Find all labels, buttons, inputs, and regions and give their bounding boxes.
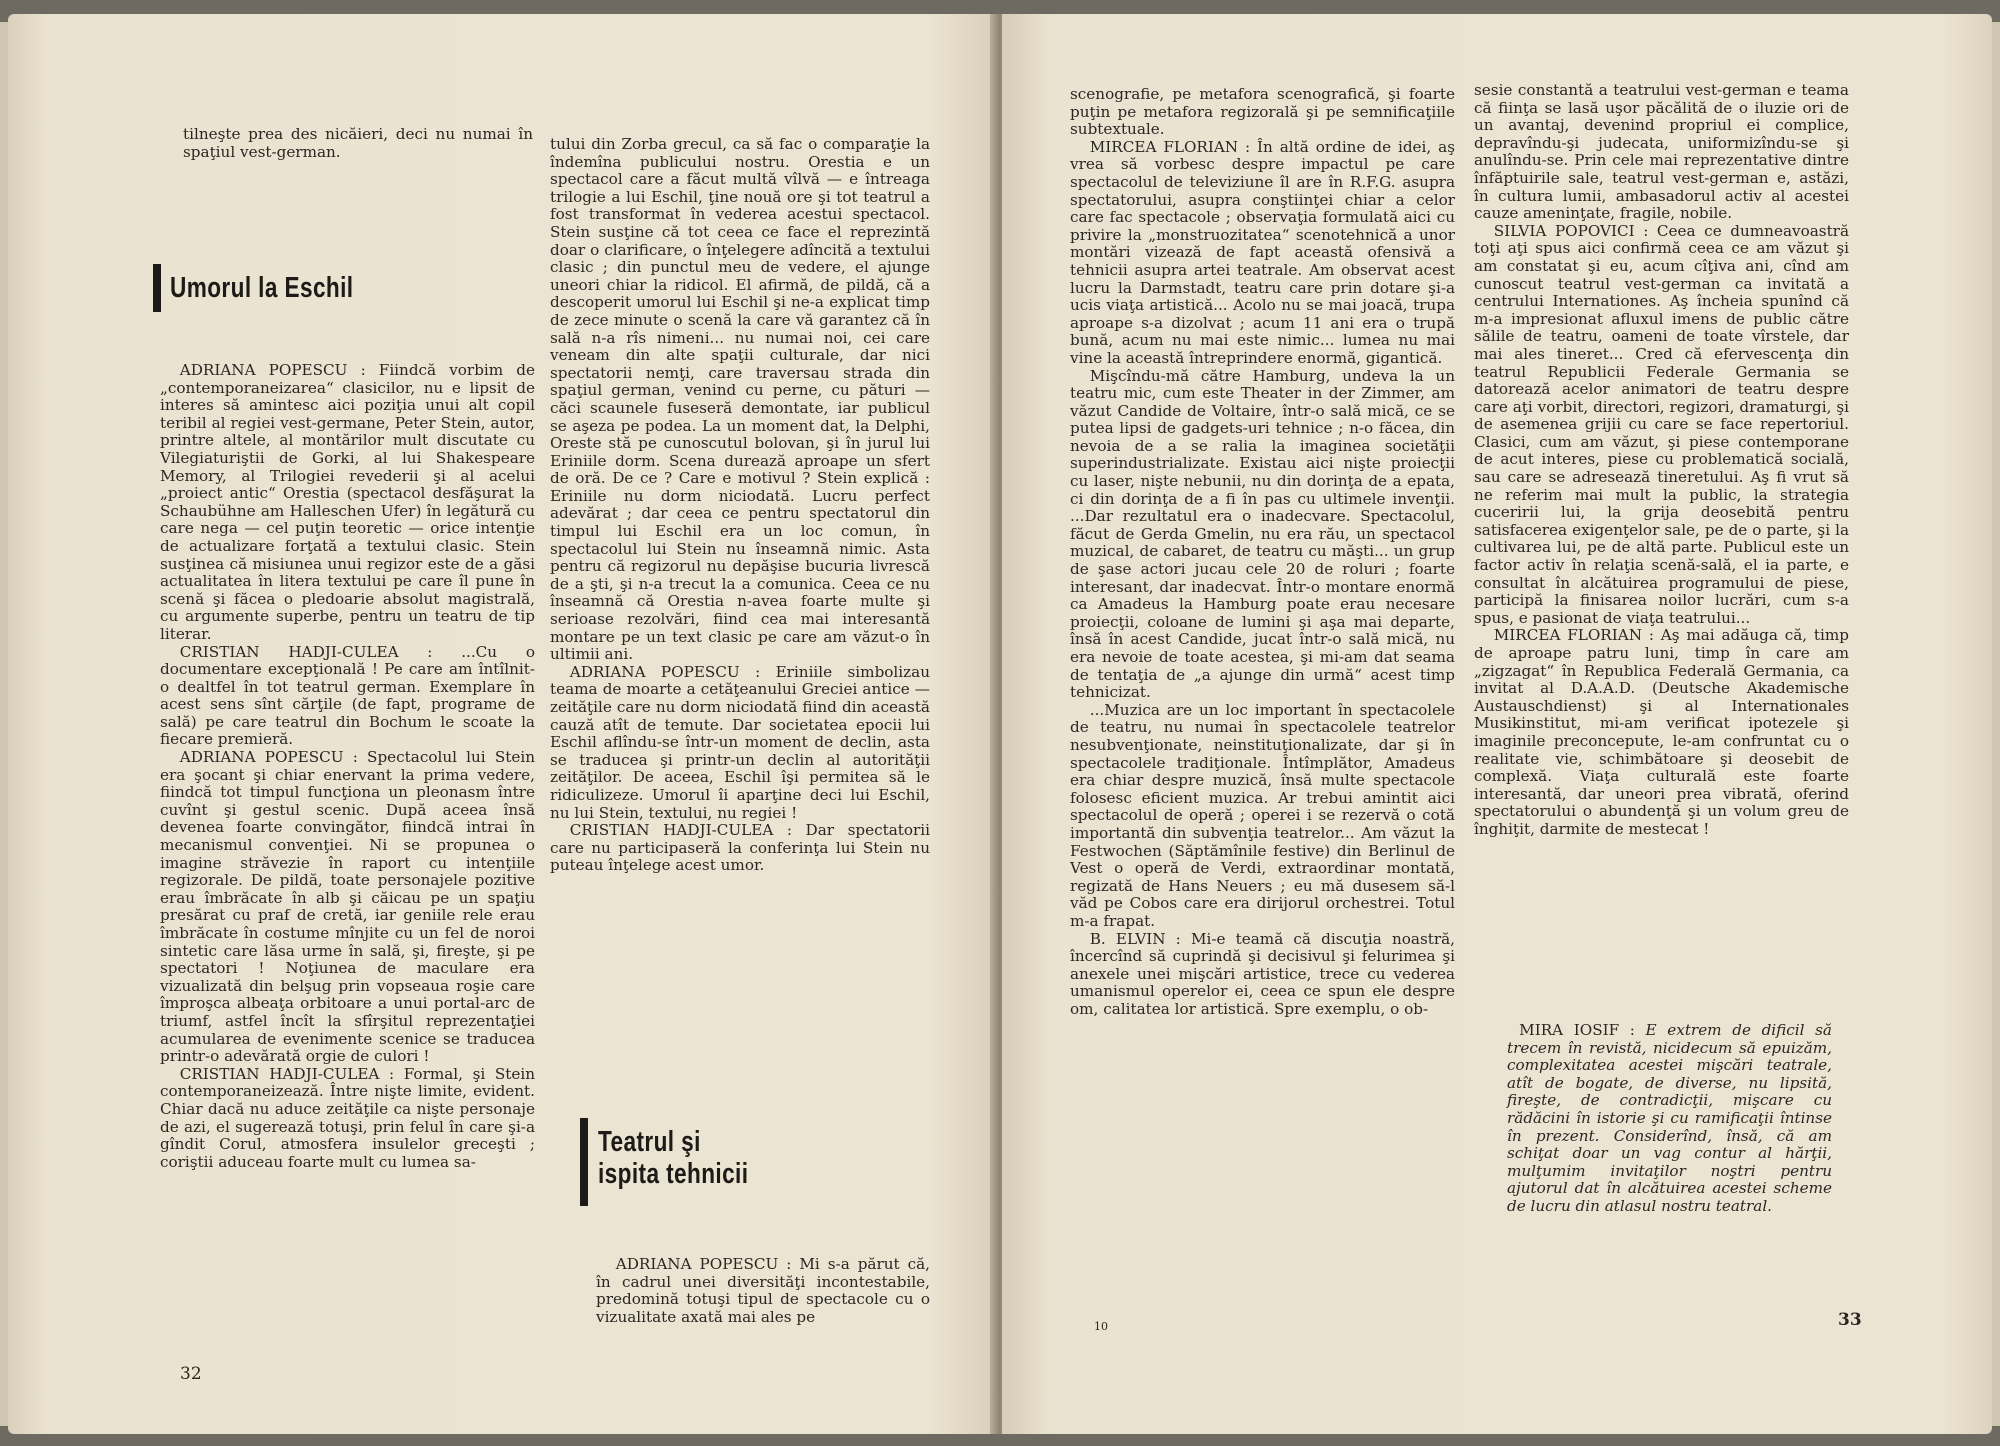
left-column-1-body [160,362,535,1171]
paragraph: CRISTIAN HADJI-CULEA : Dar spectatorii care nu participaseră la conferinţa lui Stein nu puteau înţelege acest umor. [550,821,930,875]
heading-bar [153,264,161,312]
right-column-1 [1070,86,1455,1018]
right-column-2 [1474,82,1849,839]
heading-bar [580,1118,588,1206]
left-column-2-bottom [596,1256,930,1326]
heading-line: ispita tehnicii [598,1158,749,1190]
closing-remarks [1507,1022,1832,1216]
paragraph: MIRCEA FLORIAN : În altă ordine de idei, aş vrea să vorbesc despre impactul pe care spectacolul de televiziune îl are în R.F.G. asupra spectatorului, asupra conştiinţei chiar a celor care fac spectacole ; observaţia formulată aici cu privire la „monstruozitatea“ scenotehnică a unor montări vizează de fapt această ofensivă a tehnicii asupra artei teatrale. Am observat acest lucru la Darmstadt, teatru care prin dotare şi-a ucis viaţa artistică... Acolo nu se mai joacă, trupa aproape s-a dizolvat ; acum 11 ani era o trupă bună, acum nu mai este nimic... lumea nu mai vine la această întreprindere enormă, gigantică. [1070,137,1455,367]
column1-top-text: tilneşte prea des nicăieri, deci nu numai în spaţiul vest-german. [183,125,533,161]
left-column-1 [183,126,533,161]
paragraph: ADRIANA POPESCU : Eriniile simbolizau teama de moarte a cetăţeanului Greciei antice — zeităţile care nu dorm niciodată fiind din această cauză atît de temute. Dar societatea epocii lui Eschil aflîndu-se într-un moment de declin, asta se traducea şi printr-un declin al autorităţii zeităţilor. De aceea, Eschil îşi permitea să le ridiculizeze. Umorul îi aparţine deci lui Eschil, nu lui Stein, textului, nu regiei ! [550,662,930,822]
paragraph: CRISTIAN HADJI-CULEA : ...Cu o documentare excepţională ! Pe care am întîlnit-o dealtfel în tot teatrul german. Exemplare în acest sens sînt cărţile (de fapt, programe de sală) pe care teatrul din Bochum le scoate la fiecare premieră. [160,642,535,749]
paragraph: SILVIA POPOVICI : Ceea ce dumneavoastră toţi aţi spus aici confirmă ceea ce am văzut şi am constatat şi eu, acum cîţiva ani, cînd am cunoscut teatrul vest-german ca invitată a centrului Internationes. Aş încheia spunînd că m-a impresionat afluxul imens de public către sălile de teatru, oameni de toate vîrstele, dar mai ales tineret... Cred că efervescenţa din teatrul Republicii Federale Germania se datorează acelor animatori de teatru despre care aţi vorbit, directori, regizori, dramaturgi, şi de asemenea grijii cu care se face repertoriul. Clasici, cum am văzut, şi piese contemporane de acut interes, piese cu problematică socială, sau care se adresează tineretului. Aş fi vrut să ne referim mai mult la public, la strategia cuceririi lui, la grija deosebită pentru satisfacerea exigenţelor sale, pe de o parte, şi la cultivarea lui, pe de altă parte. Publicul este un factor activ în relaţia scenă-sală, el ia parte, e consultat în alcătuirea programului de piese, participă la finisarea noilor lucrări, cum s-a spus, e pasionat de viaţa teatrului... [1474,221,1849,627]
paragraph: ADRIANA POPESCU : Fiindcă vorbim de „contemporaneizarea“ clasicilor, nu e lipsit de interes să amintesc aici poziţia unui alt copil teribil al regiei vest-germane, Peter Stein, autor, printre altele, al montărilor mult discutate cu Vilegiaturiştii de Gorki, al lui Shakespeare Memory, al Trilogiei revederii şi al acelui „proiect antic“ Orestia (spectacol desfăşurat la Schaubühne am Halleschen Ufer) în legătură cu care nega — cel puţin teoretic — orice intenţie de actualizare forţată a textului clasic. Stein susţinea că misiunea unui regizor este de a găsi actualitatea în litera textului pe care îl pune în scenă şi făcea o pledoarie absolut magistrală, cu argumente superbe, pentru un teatru de tip literar. [160,361,535,643]
closing-speaker: MIRA IOSIF : [1519,1021,1635,1039]
section-heading-umorul: Umorul la Eschil [170,272,354,304]
paragraph: CRISTIAN HADJI-CULEA : Formal, şi Stein contemporaneizează. Între nişte limite, evident. Chiar dacă nu aduce zeităţile ca nişte personaje de azi, el sugerează totuşi, prin felul în care şi-a gîndit Corul, atmosfera insulelor greceşti ; coriştii aduceau foarte mult cu lumea sa- [160,1064,535,1171]
paragraph: B. ELVIN : Mi-e teamă că discuţia noastră, încercînd să cuprindă şi decisivul şi felurimea şi anexele unei mişcări artistice, trece cu vederea umanismul operelor ei, ceea ce spun ele despre om, calitatea lor artistică. Spre exemplu, o ob- [1070,929,1455,1018]
left-page [8,14,998,1434]
left-column-2 [550,136,930,875]
section-heading-teatrul [598,1126,748,1190]
right-page [1002,14,1992,1434]
folio-number: 10 [1094,1320,1108,1333]
paragraph: tului din Zorba grecul, ca să fac o comparaţie la îndemîna publicului nostru. Orestia e un spectacol care a făcut multă vîlvă — e întreaga trilogie a lui Eschil, ţine nouă ore şi tot teatrul a fost transformat în vederea acestui spectacol. Stein susţine că tot ceea ce face el reprezintă doar o clarificare, o înţelegere adîncită a textului clasic ; din punctul meu de vedere, el ajunge uneori chiar la ridicol. El afirmă, de pildă, că a descoperit umorul lui Eschil şi ne-a explicat timp de zece minute o scenă la care vă garantez că în sală n-a rîs nimeni... nu numai noi, cei care veneam din alte spaţii culturale, dar nici spectatorii nemţi, care traversau strada din spaţiul german, venind cu perne, cu pături — căci scaunele fuseseră demontate, iar publicul se aşeza pe podea. La un moment dat, la Delphi, Oreste stă pe cunoscutul bolovan, şi în jurul lui Eriniile dorm. Scena durează aproape un sfert de oră. De ce ? Care e motivul ? Stein explică : Eriniile nu dorm niciodată. Lucru perfect adevărat ; dar ceea ce pentru spectatorul din timpul lui Eschil era un loc comun, în spectacolul lui Stein nu înseamnă nimic. Asta pentru că regizorul nu depăşise bucuria livrescă de a şti, şi n-a trecut la a comunica. Ceea ce nu înseamnă că Orestia n-avea foarte multe şi serioase rezolvări, fiind cea mai interesantă montare pe un text clasic pe care am văzut-o în ultimii ani. [550,135,930,664]
paragraph: ADRIANA POPESCU : Mi s-a părut că, în cadrul unei diversităţi incontestabile, predomină totuşi tipul de spectacole cu o vizualitate axată mai ales pe [596,1255,930,1326]
paragraph: Mişcîndu-mă către Hamburg, undeva la un teatru mic, cum este Theater in der Zimmer, am văzut Candide de Voltaire, într-o sală mică, ce se putea lipsi de gadgets-uri tehnice ; n-o făcea, din nevoia de a se ralia la imaginea societăţii superindustrializate. Existau aici nişte proiecţii cu laser, nişte nebunii, nu din dorinţa de a epata, ci din dorinţa de a fi în pas cu ultimele invenţii. ...Dar rezultatul era o inadecvare. Spectacolul, făcut de Gerda Gmelin, nu era rău, un spectacol muzical, de cabaret, de teatru cu măşti... un grup de şase actori jucau cele 20 de roluri ; foarte interesant, dar inadecvat. Într-o montare enormă ca Amadeus la Hamburg poate erau necesare proiecţii, coloane de lumini şi aşa mai departe, însă în acest Candide, jucat într-o sală mică, nu era nevoie de toate acestea, şi mi-am dat seama de tentaţia de „a ajunge din urmă“ acest timp tehnicizat. [1070,366,1455,702]
paragraph: ADRIANA POPESCU : Spectacolul lui Stein era şocant şi chiar enervant la prima vedere, fiindcă tot timpul funcţiona un pleonasm între cuvînt şi gestul scenic. După aceea însă devenea foarte convingător, fiindcă intrai în mecanismul convenţiei. Ni se propunea o imagine străvezie în raport cu intenţiile regizorale. De pildă, toate personajele pozitive erau îmbrăcate în alb şi căicau pe un spaţiu presărat cu praf de cretă, iar geniile rele erau îmbrăcate în costume mînjite cu un fel de noroi sintetic care lăsa urme în sală, şi, fireşte, şi pe spectatori ! Noţiunea de maculare era vizualizată din belşug prin vopseaua roşie care împroşca albeaţa orbitoare a unui portal-arc de triumf, astfel încît la sfîrşitul reprezentaţiei acumularea de evenimente scenice se traducea printr-o adevărată orgie de culori ! [160,748,535,1066]
paragraph: ...Muzica are un loc important în spectacolele de teatru, nu numai în spectacolele teatrelor nesubvenţionate, neinstituţionalizate, dar şi în spectacolele tradiţionale. Întîmplător, Amadeus era chiar despre muzică, însă multe spectacole folosesc eficient muzica. Ar trebui amintit aici spectacolul de operă ; operei i se rezervă o cotă importantă din subvenţia teatrelor... Am văzut la Festwochen (Săptămînile festive) din Berlinul de Vest o operă de Verdi, extraordinar montată, regizată de Hans Neuers ; eu mă dusesem să-l văd pe Cobos care era dirijorul orchestrei. Totul m-a frapat. [1070,700,1455,930]
paragraph: MIRCEA FLORIAN : Aş mai adăuga că, timp de aproape patru luni, timp în care am „zigzagat“ în Republica Federală Germania, ca invitat al D.A.A.D. (Deutsche Akademische Austauschdienst) şi al Internationales Musikinstitut, mi-am verificat ipotezele şi imaginile preconcepute, le-am confruntat cu o realitate vie, schimbătoare şi deosebit de complexă. Viaţa culturală este foarte interesantă, dar uneori prea vibrată, oferind spectatorului o abundenţă şi un volum greu de înghiţit, darmite de mestecat ! [1474,626,1849,838]
heading-line: Teatrul şi [598,1126,701,1158]
closing-paragraph [1507,1022,1832,1216]
page-number-right: 33 [1838,1310,1862,1330]
closing-quote: E extrem de dificil să trecem în revistă, nicidecum să epuizăm, complexitatea acestei mişcări teatrale, atît de bogate, de diverse, nu lipsită, fireşte, de contradicţii, mişcare cu rădăcini în istorie şi cu ramificaţii întinse în prezent. Considerînd, însă, că am schiţat doar un vag contur al hărţii, mulţumim invitaţilor noştri pentru ajutorul dat în alcătuirea acestei scheme de lucru din atlasul nostru teatral. [1507,1021,1832,1215]
page-number-left: 32 [180,1364,202,1384]
paragraph: scenografie, pe metafora scenografică, şi foarte puţin pe metafora regizorală şi pe semnificaţiile subtextuale. [1070,85,1455,139]
paragraph: sesie constantă a teatrului vest-german e teama că fiinţa se lasă uşor păcălită de o iluzie ori de un avantaj, devenind propriul ei complice, depravîndu-şi judecata, uniformizîndu-se şi anulîndu-se. Prin cele mai reprezentative dintre înfăptuirile sale, teatrul vest-german e, astăzi, în cultura lumii, ambasadorul activ al acestei cauze ameninţate, fragile, nobile. [1474,81,1849,223]
